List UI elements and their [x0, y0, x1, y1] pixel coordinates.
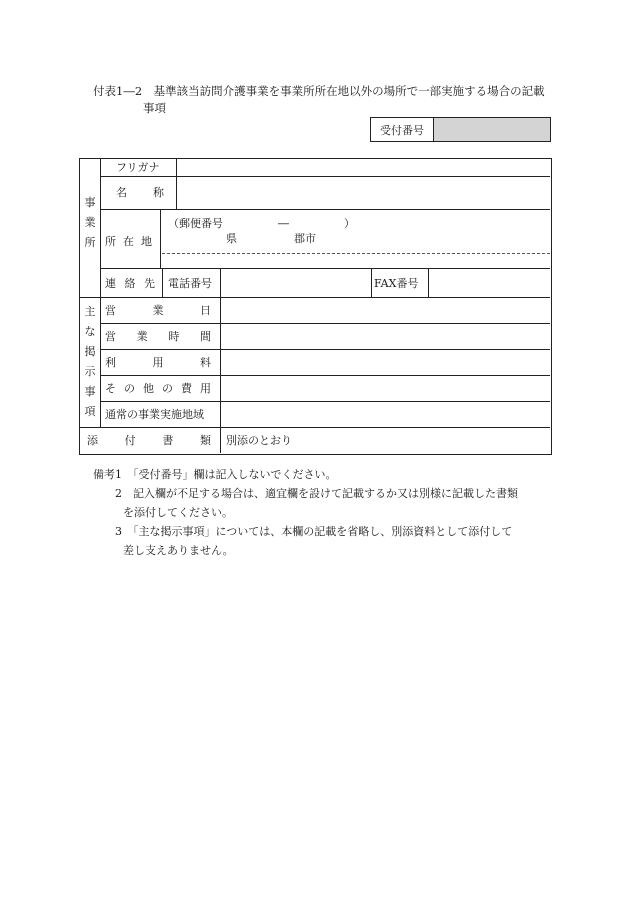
attachments-label: 添 付 書 類 [87, 434, 211, 447]
fax-label: FAX番号 [374, 277, 419, 290]
usage-fee-label: 利 用 料 [105, 356, 211, 369]
other-costs-field[interactable] [221, 376, 550, 401]
receipt-number-label: 受付番号 [371, 118, 434, 141]
office-group-label: 事 業 所 [84, 196, 96, 249]
attachments-value: 別添のとおり [226, 434, 292, 447]
remark-2-line1: 2 記入欄が不足する場合は、適宜欄を設けて記載するか又は別様に記載した書類 [115, 487, 518, 500]
prefecture-label: 県 [226, 232, 237, 245]
usage-fee-field[interactable] [221, 350, 550, 375]
receipt-number-field[interactable] [434, 118, 550, 141]
other-costs-label: そ の 他 の 費 用 [105, 382, 211, 395]
service-area-label: 通常の事業実施地域 [105, 408, 204, 421]
fax-field[interactable] [429, 269, 550, 297]
business-days-label: 営 業 日 [105, 304, 211, 317]
city-label: 郡市 [294, 232, 316, 245]
name-label: 名 称 [116, 186, 164, 199]
business-days-field[interactable] [221, 298, 550, 323]
location-label: 所 在 地 [105, 235, 152, 248]
postal-code-field[interactable]: （郵便番号 ― ） [168, 217, 355, 230]
phone-label: 電話番号 [168, 277, 212, 290]
business-hours-field[interactable] [221, 324, 550, 349]
furigana-field[interactable] [177, 160, 550, 176]
receipt-number-box [370, 117, 551, 142]
remark-3-line2: 差し支えありません。 [123, 544, 234, 557]
business-hours-label: 営 業 時 間 [105, 330, 211, 343]
phone-field[interactable] [221, 269, 371, 297]
furigana-label: フリガナ [116, 161, 160, 174]
service-area-field[interactable] [221, 402, 550, 427]
notices-group-label: 主 な 掲 示 事 項 [84, 305, 96, 418]
application-form-table [79, 158, 552, 455]
document-title-continued: 事項 [143, 101, 166, 115]
remark-3-line1: 3 「主な掲示事項」については、本欄の記載を省略し、別添資料として添付して [115, 525, 513, 538]
remark-2-line2: を添付してください。 [123, 506, 233, 519]
name-field[interactable] [177, 177, 550, 209]
document-title: 付表1―2 基準該当訪問介護事業を事業所所在地以外の場所で一部実施する場合の記載 [93, 84, 545, 98]
contact-label: 連 絡 先 [105, 277, 155, 290]
remark-1: 備考1 「受付番号」欄は記入しないでください。 [93, 468, 337, 481]
